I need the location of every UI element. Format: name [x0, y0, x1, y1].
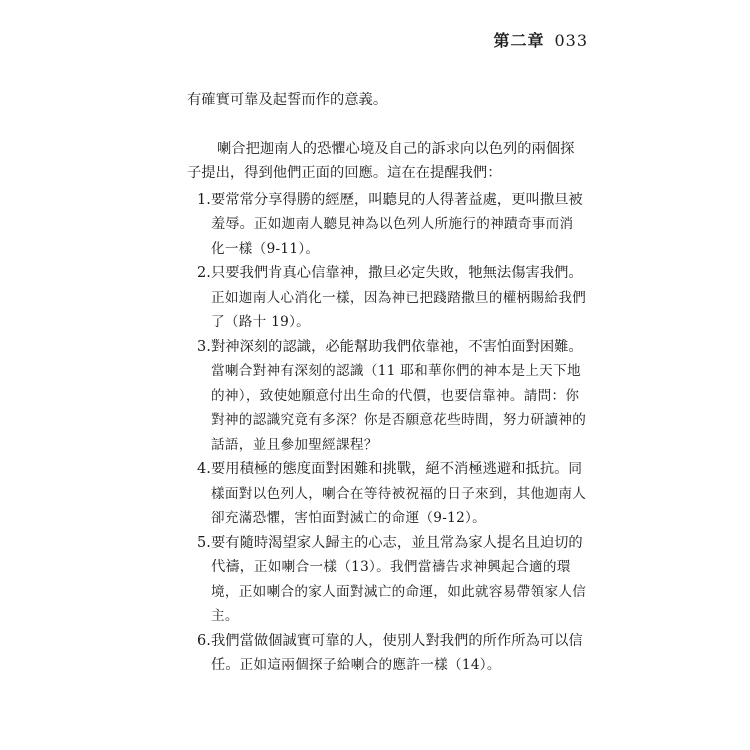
- list-item: [187, 531, 587, 629]
- item-lead: 我們當做個誠實可靠的人，使別人對我們的所作所為可以信任。: [211, 632, 583, 673]
- item-lead: 要用積極的態度面對困難和挑戰，絕不消極逃避和抵抗。: [211, 461, 569, 477]
- item-body: 同樣面對以色列人，喇合在等待被祝福的日子來到，其他迦南人卻充滿恐懼，害怕面對滅亡的命運（9-12）。: [211, 461, 587, 526]
- page-body: [187, 88, 587, 678]
- item-number: 5.: [197, 534, 211, 551]
- item-lead: 要常常分享得勝的經歷，叫聽見的人得著益處，更叫撒旦被羞辱。: [211, 191, 583, 232]
- item-number: 2.: [197, 265, 211, 281]
- list-item: [187, 335, 587, 458]
- item-lead: 要有隨時渴望家人歸主的心志，並且常為家人提名且迫切的代禱，: [211, 534, 583, 575]
- list-item: [187, 261, 587, 335]
- running-header: [493, 28, 588, 51]
- list-item: [187, 457, 587, 531]
- item-body: 當喇合對神有深刻的認識（11 耶和華你們的神本是上天下地的神），致使她願意付出生命的代價，也要信靠神。請問：你對神的認識究竟有多深？你是否願意花些時間，努力研讀神的話語，並且參加聖經課程？: [211, 363, 587, 453]
- item-number: 3.: [197, 338, 211, 355]
- intro-paragraph: 喇合把迦南人的恐懼心境及自己的訴求向以色列的兩個探子提出，得到他們正面的回應。這在在提醒我們：: [187, 140, 575, 181]
- page-number: 033: [554, 31, 588, 50]
- item-body: 正如迦南人心消化一樣，因為神已把踐踏撒旦的權柄賜給我們了（路十 19）。: [211, 289, 587, 330]
- item-body: 正如這兩個探子給喇合的應許一樣（14）。: [239, 657, 501, 673]
- list-item: [187, 188, 587, 262]
- item-number: 1.: [197, 191, 211, 208]
- list-item: [187, 629, 587, 678]
- item-lead: 對神深刻的認識，必能幫助我們依靠祂，不害怕面對困難。: [211, 338, 583, 355]
- numbered-list: [187, 188, 587, 678]
- continuation-paragraph: 有確實可靠及起誓而作的意義。: [187, 92, 388, 108]
- chapter-title: 第二章: [493, 31, 545, 50]
- item-body: 正如迦南人聽見神為以色列人所施行的神蹟奇事而消化一樣（9-11）。: [211, 216, 574, 257]
- item-number: 4.: [197, 461, 211, 477]
- item-body: 正如喇合一樣（13）。我們當禱告求神興起合適的環境，正如喇合的家人面對滅亡的命運，如此就容易帶領家人信主。: [211, 559, 587, 624]
- item-lead: 只要我們肯真心信靠神，撒旦必定失敗，牠無法傷害我們。: [211, 265, 583, 281]
- item-number: 6.: [197, 632, 211, 649]
